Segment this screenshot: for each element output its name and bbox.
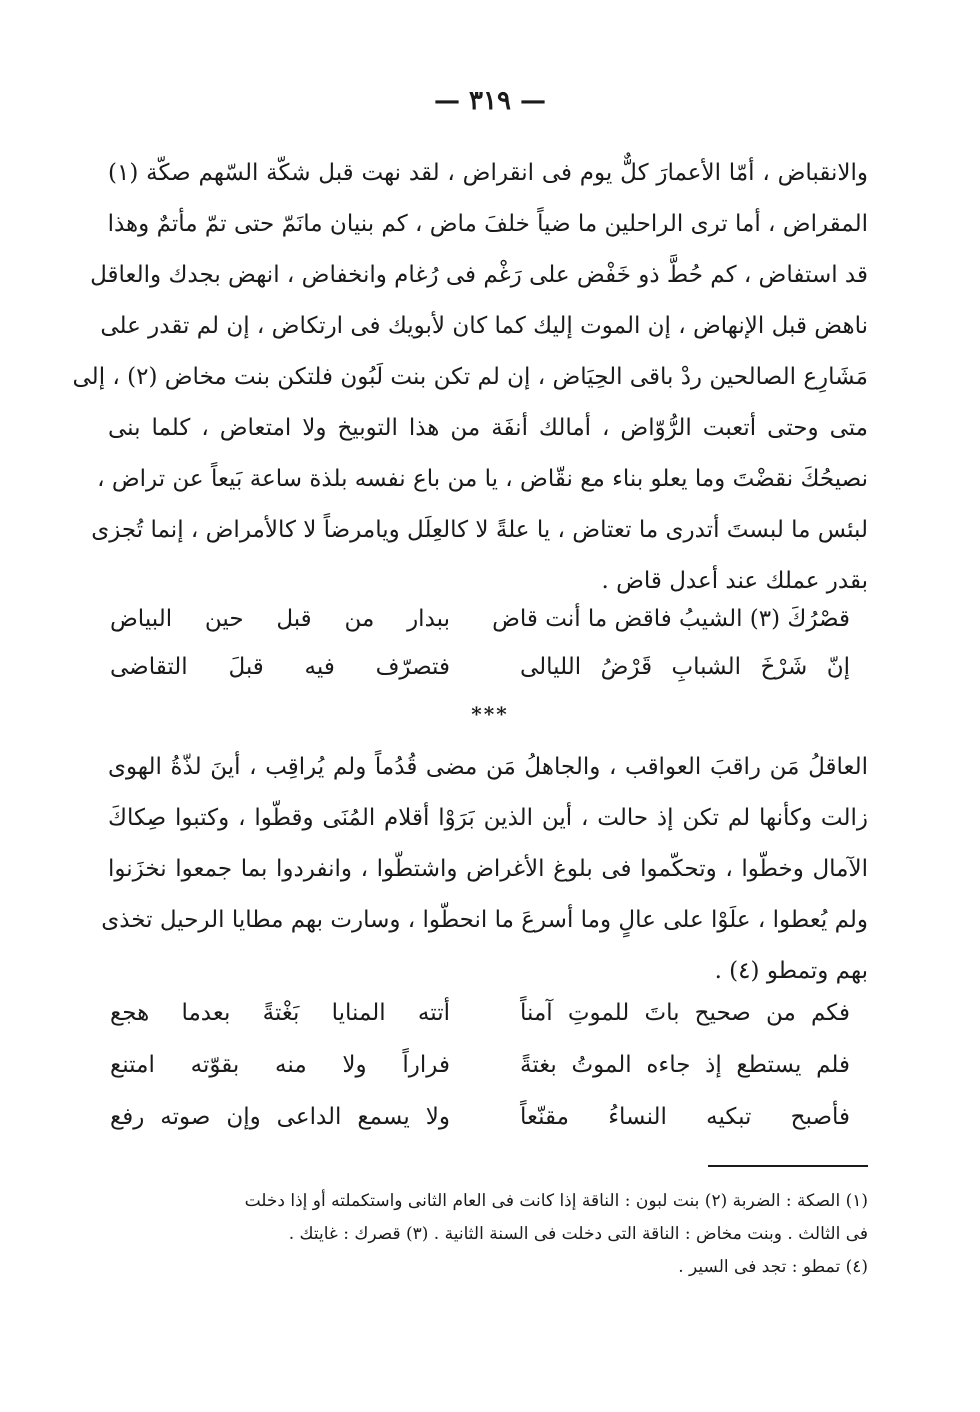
section-separator: *** — [471, 702, 509, 726]
verse-line — [110, 1104, 850, 1156]
verse-second-hemistich: ببدار من قبل حين البياض — [110, 606, 450, 632]
page-number: — ٣١٩ — — [433, 86, 547, 116]
footnote-line: فى الثالث . وبنت مخاض : الناقة التى دخلت فى السنة الثانية . (٣) قصرك : غايتك . — [288, 1224, 868, 1244]
text-line: المقراض ، أما ترى الراحلين ما ضياً خلفَ ماض ، كم بنيان مانَمّ حتى تمّ مأتمٌ وهذا — [107, 211, 868, 237]
text-line: قد استفاض ، كم حُطَّ ذو خَفْض على رَغْم فى رُغام وانخفاض ، انهض بجدك والعاقل — [90, 262, 868, 288]
text-line: لبئس ما لبستَ أتدرى ما تعتاض ، يا علةً لا كالعِلَل ويامرضاً لا كالأمراض ، إنما تُجزى — [91, 517, 868, 543]
text-line: ناهض قبل الإنهاض ، إن الموت إليك كما كان لأبويك فى ارتكاض ، إن لم تقدر على — [100, 313, 868, 339]
prose-paragraph-1 — [72, 148, 869, 607]
verse-line — [110, 606, 850, 654]
prose-paragraph-2 — [101, 742, 868, 997]
text-line: متى وحتى أتعبت الرُّوّاض ، أمالك أنفَة من هذا التوبيخ ولا امتعاض ، كلما بنى — [108, 415, 868, 441]
verse-line — [110, 654, 850, 702]
text-line: العاقلُ مَن راقبَ العواقب ، والجاهلُ مَن مضى قُدُماً ولم يُراقِب ، أينَ لذّةُ الهوى — [108, 754, 868, 780]
text-line: نصيحُكَ نقضْتَ وما يعلو بناء مع نقّاض ، يا من باع نفسه بلذة ساعة بَيعاً عن تراض ، — [97, 466, 868, 492]
verse-first-hemistich: فأصبح تبكيه النساءُ مقنّعاً — [520, 1104, 850, 1130]
verse-first-hemistich: فكم من صحيح باتَ للموتِ آمناً — [520, 1000, 850, 1026]
text-line: والانقباض ، أمّا الأعمارَ كلٌّ يوم فى انقراض ، لقد نهت قبل شكّة السّهم صكّة (١) — [108, 160, 869, 186]
verse-line — [110, 1000, 850, 1052]
text-line: الآمال وخطّوا ، وتحكّموا فى بلوغ الأغراض واشتطّوا ، وانفردوا بما جمعوا نخزَنوا — [108, 856, 868, 882]
text-line: بهم وتمطو (٤) . — [714, 958, 868, 984]
verse-second-hemistich: فراراً ولا منه بقوّته امتنع — [110, 1052, 450, 1078]
poem-verse-block-1 — [110, 606, 850, 702]
text-line: زالت وكأنها لم تكن إذ حالت ، أين الذين بَرَوْا أقلام المُنَى وقطّوا ، وكتبوا صِكاكَ — [108, 805, 868, 831]
verse-first-hemistich: فلم يستطع إذ جاءه الموتُ بغتةً — [520, 1052, 850, 1078]
poem-verse-block-2 — [110, 1000, 850, 1156]
footnote-line: (٤) تمطو : تجد فى السير . — [678, 1257, 868, 1277]
verse-second-hemistich: ولا يسمع الداعى وإن صوته رفع — [110, 1104, 450, 1130]
verse-line — [110, 1052, 850, 1104]
text-line: ولم يُعطوا ، علَوْا على عالٍ وما أسرعَ ما انحطّوا ، وسارت بهم مطايا الرحيل تخذى — [101, 907, 868, 933]
text-line: بقدر عملك عند أعدل قاض . — [601, 568, 868, 594]
footnote-divider — [708, 1165, 868, 1167]
verse-second-hemistich: أتته المنايا بَغْتةً بعدما هجع — [110, 1000, 450, 1026]
footnote-line: (١) الصكة : الضربة (٢) بنت لبون : الناقة إذا كانت فى العام الثانى واستكملته أو إذا دخلت — [244, 1191, 868, 1211]
text-line: مَشَارِع الصالحين ردْ باقى الحِيَاض ، إن لم تكن بنت لَبُون فلتكن بنت مخاض (٢) ، إلى — [72, 364, 868, 390]
verse-first-hemistich: قصْرُكَ (٣) الشيبُ فاقض ما أنت قاض — [492, 606, 850, 632]
footnotes — [108, 1185, 868, 1284]
verse-first-hemistich: إنّ شَرْخَ الشبابِ قَرْضُ الليالى — [520, 654, 850, 680]
verse-second-hemistich: فتصرّف فيه قبلَ التقاضى — [110, 654, 450, 680]
